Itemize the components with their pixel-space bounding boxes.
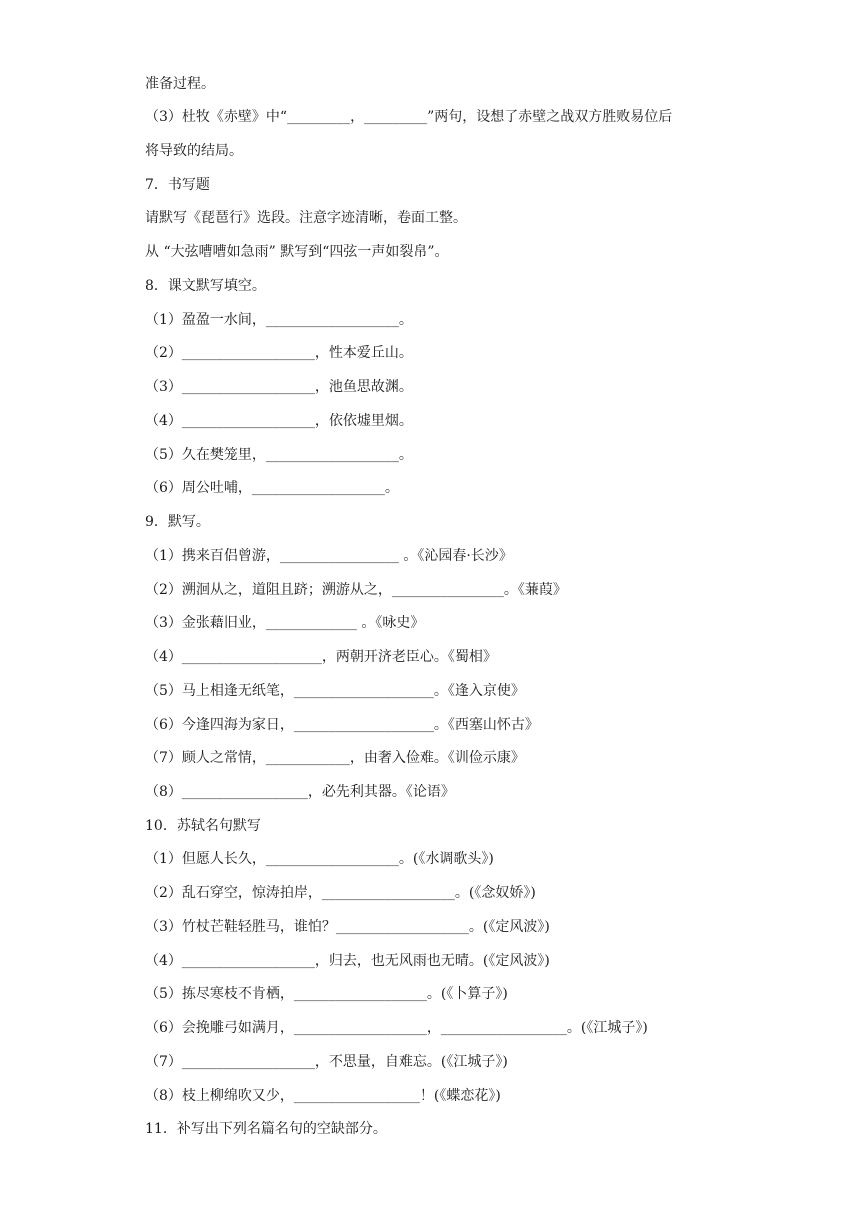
text-line: （6）会挽雕弓如满月，___________________，__________________。(《江城子》) [145,1020,648,1036]
text-line: （1）携来百侣曾游，_________________ 。《沁园春·长沙》 [145,548,513,564]
text-line: （4）___________________，归去，也无风雨也无晴。(《定风波》) [145,953,550,969]
text-line: （1）盈盈一水间，___________________。 [145,312,413,328]
text-line: （5）久在樊笼里，___________________。 [145,447,413,463]
text-line: （1）但愿人长久，___________________。(《水调歌头》) [145,851,494,867]
text-line: （8）__________________，必先利其器。《论语》 [145,784,455,800]
question-heading-8: 8．课文默写填空。 [145,278,266,294]
text-line: （5）马上相逢无纸笔，____________________。《逢入京使》 [145,683,525,699]
text-line: （2）乱石穿空，惊涛拍岸，___________________。(《念奴娇》) [145,885,536,901]
text-line: （6）今逢四海为家日，____________________。《西塞山怀古》 [145,717,539,733]
text-line: （7）___________________，不思量，自难忘。(《江城子》) [145,1054,508,1070]
text-line: （4）____________________，两朝开济老臣心。《蜀相》 [145,649,497,665]
text-line: （3）___________________，池鱼思故渊。 [145,379,413,395]
text-line: （6）周公吐哺，___________________。 [145,480,399,496]
text-line: （3）杜牧《赤壁》中“_________，_________”两句，设想了赤壁之战双方胜败易位后 [145,109,673,125]
text-line: （5）拣尽寒枝不肯栖，___________________。(《卜算子》) [145,986,508,1002]
text-line: 将导致的结局。 [145,143,243,159]
text-line: （3）金张藉旧业，_____________ 。《咏史》 [145,615,425,631]
text-line: （2）___________________，性本爱丘山。 [145,345,413,361]
text-line: 从 “大弦嘈嘈如急雨” 默写到“四弦一声如裂帛”。 [145,244,449,260]
question-heading-10: 10．苏轼名句默写 [145,818,261,834]
text-line: （8）枝上柳绵吹又少，__________________！(《蝶恋花》) [145,1088,501,1104]
question-heading-9: 9．默写。 [145,514,210,530]
text-line: （4）___________________，依依墟里烟。 [145,413,413,429]
text-line: （3）竹杖芒鞋轻胜马，谁怕？___________________。(《定风波》) [145,919,550,935]
text-line: （2）溯洄从之，道阻且跻；溯游从之，________________。《蒹葭》 [145,582,567,598]
question-heading-11: 11．补写出下列名篇名句的空缺部分。 [145,1121,387,1137]
text-line: 请默写《琵琶行》选段。注意字迹清晰，卷面工整。 [145,210,467,226]
text-line: （7）顾人之常情，____________，由奢入俭难。《训俭示康》 [145,750,525,766]
question-heading-7: 7．书写题 [145,177,210,193]
text-line: 准备过程。 [145,76,215,92]
